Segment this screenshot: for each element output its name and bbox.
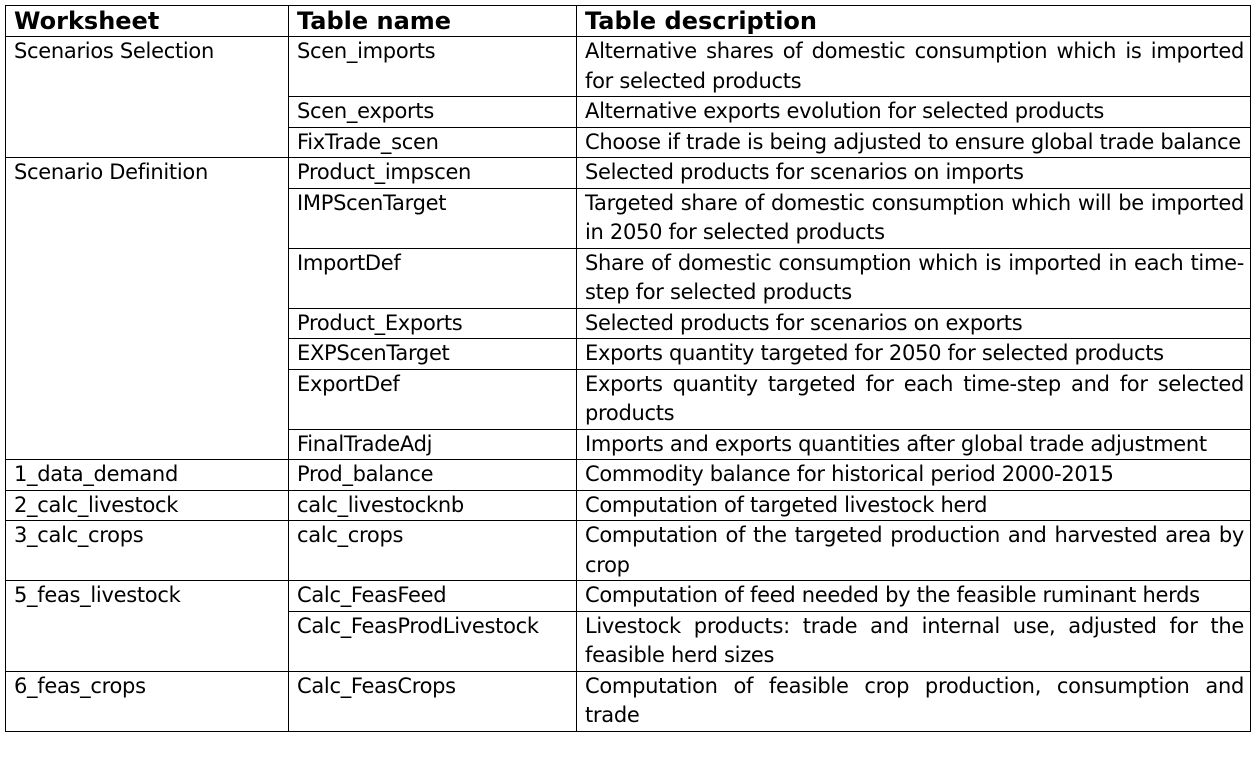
- table-name-cell: Prod_balance: [289, 460, 577, 491]
- table-name-cell: Product_impscen: [289, 158, 577, 189]
- table-row: [6, 308, 1251, 339]
- worksheet-cell: 2_calc_livestock: [6, 490, 289, 521]
- description-cell: Computation of targeted livestock herd: [577, 490, 1251, 521]
- table-row: [6, 460, 1251, 491]
- table-row: [6, 248, 1251, 308]
- description-cell: Selected products for scenarios on imports: [577, 158, 1251, 189]
- description-cell: Selected products for scenarios on exports: [577, 308, 1251, 339]
- worksheet-cell: [6, 429, 289, 460]
- worksheet-cell: [6, 188, 289, 248]
- worksheet-tables-table: [5, 5, 1251, 732]
- table-row: [6, 97, 1251, 128]
- description-cell: Livestock products: trade and internal use, adjusted for the feasible herd sizes: [577, 611, 1251, 671]
- table-name-cell: IMPScenTarget: [289, 188, 577, 248]
- table-row: [6, 611, 1251, 671]
- table-row: [6, 490, 1251, 521]
- description-cell: Choose if trade is being adjusted to ensure global trade balance: [577, 127, 1251, 158]
- table-name-cell: Product_Exports: [289, 308, 577, 339]
- table-row: [6, 158, 1251, 189]
- worksheet-cell: Scenarios Selection: [6, 37, 289, 97]
- worksheet-cell: 5_feas_livestock: [6, 581, 289, 612]
- worksheet-cell: [6, 97, 289, 128]
- table-name-cell: Calc_FeasProdLivestock: [289, 611, 577, 671]
- table-name-cell: calc_crops: [289, 521, 577, 581]
- worksheet-cell: 3_calc_crops: [6, 521, 289, 581]
- table-row: [6, 188, 1251, 248]
- table-name-cell: ImportDef: [289, 248, 577, 308]
- table-name-cell: FixTrade_scen: [289, 127, 577, 158]
- worksheet-cell: [6, 248, 289, 308]
- table-name-cell: Calc_FeasCrops: [289, 671, 577, 731]
- table-name-cell: Scen_imports: [289, 37, 577, 97]
- worksheet-cell: [6, 339, 289, 370]
- table-row: [6, 37, 1251, 97]
- description-cell: Exports quantity targeted for 2050 for selected products: [577, 339, 1251, 370]
- worksheet-cell: 1_data_demand: [6, 460, 289, 491]
- description-cell: Imports and exports quantities after global trade adjustment: [577, 429, 1251, 460]
- worksheet-cell: [6, 308, 289, 339]
- header-row: [6, 6, 1251, 37]
- table-row: [6, 581, 1251, 612]
- worksheet-cell: Scenario Definition: [6, 158, 289, 189]
- header-table-name: Table name: [289, 6, 577, 37]
- table-row: [6, 429, 1251, 460]
- description-cell: Share of domestic consumption which is imported in each time-step for selected products: [577, 248, 1251, 308]
- table-row: [6, 671, 1251, 731]
- table-row: [6, 521, 1251, 581]
- description-cell: Computation of feasible crop production, consumption and trade: [577, 671, 1251, 731]
- table-name-cell: ExportDef: [289, 369, 577, 429]
- description-cell: Commodity balance for historical period 2000-2015: [577, 460, 1251, 491]
- table-row: [6, 369, 1251, 429]
- worksheet-cell: [6, 611, 289, 671]
- description-cell: Computation of the targeted production and harvested area by crop: [577, 521, 1251, 581]
- header-worksheet: Worksheet: [6, 6, 289, 37]
- worksheet-cell: [6, 369, 289, 429]
- table-name-cell: Scen_exports: [289, 97, 577, 128]
- description-cell: Alternative exports evolution for selected products: [577, 97, 1251, 128]
- description-cell: Alternative shares of domestic consumption which is imported for selected products: [577, 37, 1251, 97]
- table-name-cell: calc_livestocknb: [289, 490, 577, 521]
- description-cell: Exports quantity targeted for each time-step and for selected products: [577, 369, 1251, 429]
- table-name-cell: Calc_FeasFeed: [289, 581, 577, 612]
- table-row: [6, 339, 1251, 370]
- description-cell: Targeted share of domestic consumption which will be imported in 2050 for selected products: [577, 188, 1251, 248]
- header-table-description: Table description: [577, 6, 1251, 37]
- worksheet-cell: [6, 127, 289, 158]
- table-row: [6, 127, 1251, 158]
- table-name-cell: FinalTradeAdj: [289, 429, 577, 460]
- worksheet-cell: 6_feas_crops: [6, 671, 289, 731]
- description-cell: Computation of feed needed by the feasible ruminant herds: [577, 581, 1251, 612]
- table-name-cell: EXPScenTarget: [289, 339, 577, 370]
